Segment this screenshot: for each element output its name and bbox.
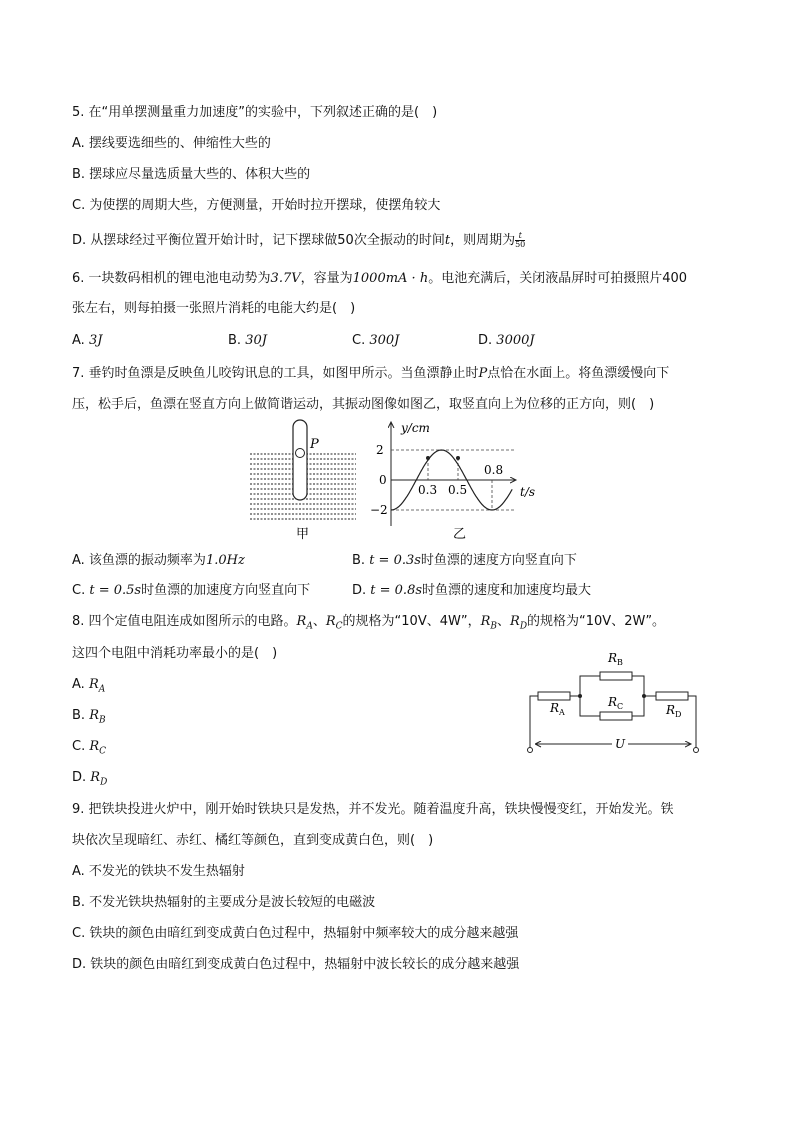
q7-figure-graph (366, 418, 552, 542)
q9-option-a: A. 不发光的铁块不发生热辐射 (72, 864, 245, 879)
point-t03 (426, 456, 430, 460)
figure-jia-caption: 甲 (296, 527, 310, 542)
label-ra: $R_A$ (550, 701, 565, 717)
q7-option-b: B. t = 0.3s时鱼漂的速度方向竖直向下 (352, 553, 577, 568)
tick-y-0: 0 (379, 473, 387, 487)
q6-option-b: B. 30J (228, 333, 267, 348)
q6-option-d: D. 3000J (478, 333, 535, 348)
q9-option-d: D. 铁块的颜色由暗红到变成黄白色过程中，热辐射中波长较长的成分越来越强 (72, 957, 520, 972)
q5-option-c: C. 为使摆的周期大些，方便测量，开始时拉开摆球，使摆角较大 (72, 198, 441, 213)
label-rd: $R_D$ (666, 703, 682, 719)
resistor-rd (656, 692, 688, 700)
q8-circuit-diagram (520, 640, 710, 758)
q8-option-a: A. $R_A$ (72, 677, 106, 695)
tick-x-05: 0.5 (448, 483, 468, 497)
x-axis-label: t/s (520, 485, 536, 499)
q9-stem-line2: 块依次呈现暗红、赤红、橘红等颜色，直到变成黄白色，则( ) (72, 833, 434, 848)
q8-stem-line1: 8. 四个定值电阻连成如图所示的电路。$R_A$、$R_C$的规格为“10V、4W”，$R_B$、$R_D$的规格为“10V、2W”。 (72, 614, 666, 632)
label-u: U (615, 737, 626, 751)
tick-y-2: 2 (376, 443, 384, 457)
point-p-label: P (310, 437, 319, 452)
q7-stem-line2: 压，松手后，鱼漂在竖直方向上做简谐运动，其振动图像如图乙，取竖直向上为位移的正方向，则( ) (72, 397, 655, 412)
q5-d-fraction: $\frac{t}{50}$ (515, 231, 526, 249)
q8-option-c: C. $R_C$ (72, 739, 107, 757)
resistor-ra (538, 692, 570, 700)
q8-option-d: D. $R_D$ (72, 770, 108, 788)
float-body (293, 420, 307, 500)
tick-x-08: 0.8 (484, 463, 504, 477)
figure-yi-caption: 乙 (453, 527, 467, 542)
terminal-right (694, 748, 699, 753)
q9-option-b: B. 不发光铁块热辐射的主要成分是波长较短的电磁波 (72, 895, 376, 910)
y-axis-label: y/cm (401, 421, 430, 435)
q5-option-a: A. 摆线要选细些的、伸缩性大些的 (72, 136, 271, 151)
q5-stem: 5. 在“用单摆测量重力加速度”的实验中，下列叙述正确的是( ) (72, 105, 438, 120)
resistor-rc (600, 712, 632, 720)
label-rc: $R_C$ (608, 695, 624, 711)
q8-option-b: B. $R_B$ (72, 708, 106, 726)
resistor-rb (600, 672, 632, 680)
q7-option-d: D. t = 0.8s时鱼漂的速度和加速度均最大 (352, 583, 592, 598)
q8-stem-line2: 这四个电阻中消耗功率最小的是( ) (72, 646, 278, 661)
q9-option-c: C. 铁块的颜色由暗红到变成黄白色过程中，热辐射中频率较大的成分越来越强 (72, 926, 519, 941)
tick-y-minus2: −2 (370, 503, 388, 517)
q7-option-a: A. 该鱼漂的振动频率为1.0Hz (72, 553, 245, 568)
q5-d-t: t (444, 233, 451, 248)
terminal-left (528, 748, 533, 753)
q7-figure-float (248, 416, 360, 542)
q6-option-c: C. 300J (352, 333, 400, 348)
point-t05 (456, 456, 460, 460)
q6-option-a: A. 3J (72, 333, 103, 348)
q5-option-d: D. 从摆球经过平衡位置开始计时，记下摆球做50次全振动的时间t，则周期为 $\frac{t}{50}$ (72, 231, 526, 249)
q6-stem-line1: 6. 一块数码相机的锂电池电动势为3.7V，容量为1000mA · h。电池充满后，关闭液晶屏时可拍摄照片400 (72, 271, 688, 286)
q7-option-c: C. t = 0.5s时鱼漂的加速度方向竖直向下 (72, 583, 311, 598)
q6-stem-line2: 张左右，则每拍摄一张照片消耗的电能大约是( ) (72, 301, 356, 316)
label-rb: $R_B$ (608, 651, 623, 667)
q9-stem-line1: 9. 把铁块投进火炉中，刚开始时铁块只是发热，并不发光。随着温度升高，铁块慢慢变红，开始发光。铁 (72, 802, 674, 817)
tick-x-03: 0.3 (418, 483, 438, 497)
q7-stem-line1: 7. 垂钓时鱼漂是反映鱼儿咬钩讯息的工具，如图甲所示。当鱼漂静止时P点恰在水面上。将鱼漂缓慢向下 (72, 366, 670, 381)
q5-option-b: B. 摆球应尽量选质量大些的、体积大些的 (72, 167, 311, 182)
